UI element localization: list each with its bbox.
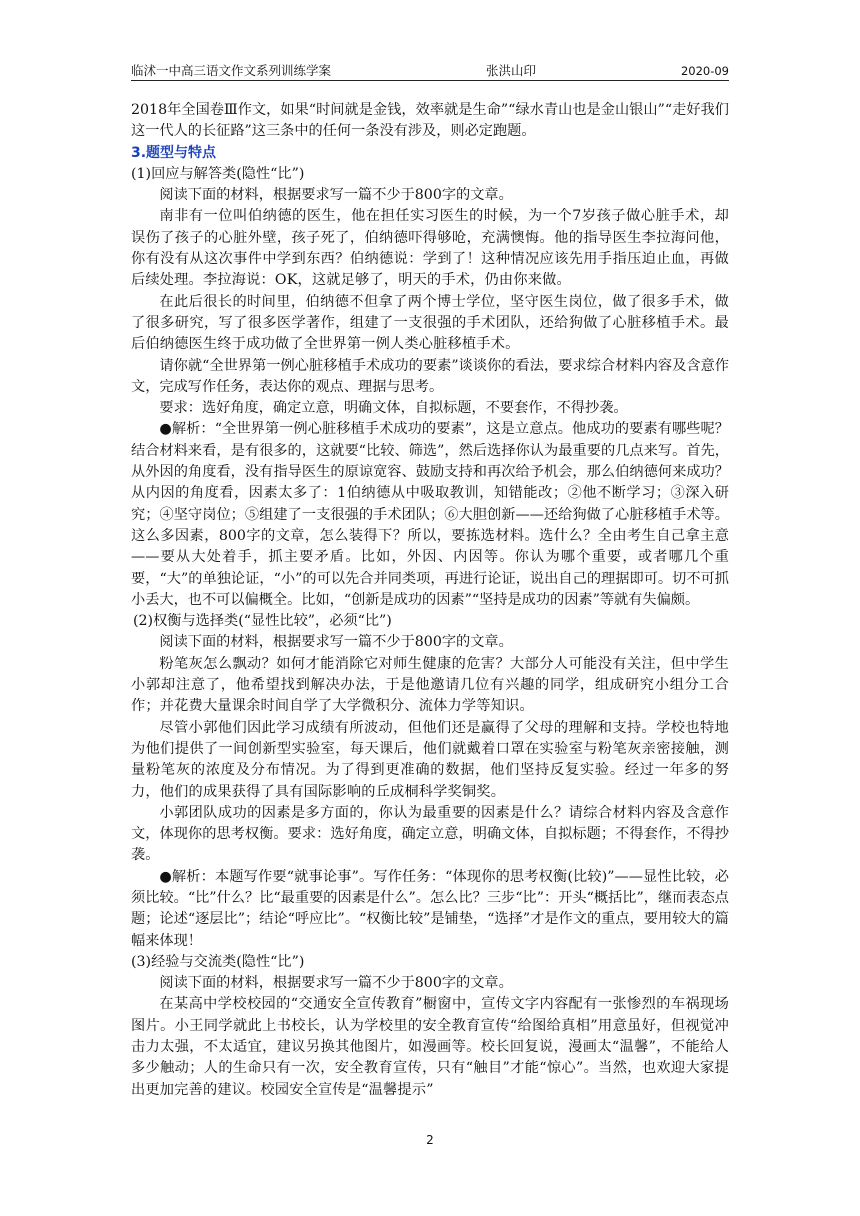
header-date: 2020-09 <box>680 64 729 78</box>
paragraph: 在此后很长的时间里，伯纳德不但拿了两个博士学位，坚守医生岗位，做了很多手术，做了很多研究，写了很多医学著作，组建了一支很强的手术团队，还给狗做了心脏移植手术。最后伯纳德医生终于成功做了全世界第一例人类心脏移植手术。 <box>131 293 729 353</box>
paragraph: 南非有一位叫伯纳德的医生，他在担任实习医生的时候，为一个7岁孩子做心脏手术，却误伤了孩子的心脏外壁，孩子死了，伯纳德吓得够呛，充满懊悔。他的指导医生李拉海问他，你有没有从这次事件中学到东西？伯纳德说：学到了！这种情况应该先用手指压迫止血，再做后续处理。李拉海说：OK，这就足够了，明天的手术，仍由你来做。 <box>131 208 729 289</box>
page-number: 2 <box>426 1133 434 1147</box>
paragraph: 请你就“全世界第一例心脏移植手术成功的要素”谈谈你的看法，要求综合材料内容及含意作文，完成写作任务，表达你的观点、理据与思考。 <box>131 357 729 395</box>
section-heading: 3.题型与特点 <box>131 144 217 161</box>
document-body <box>131 100 729 1101</box>
paragraph: 阅读下面的材料，根据要求写一篇不少于800字的文章。 <box>159 634 513 651</box>
paragraph: 尽管小郭他们因此学习成绩有所波动，但他们还是赢得了父母的理解和支持。学校也特地为他们提供了一间创新型实验室，每天课后，他们就戴着口罩在实验室与粉笔灰亲密接触，测量粉笔灰的浓度及分布情况。为了得到更准确的数据，他们坚持反复实验。经过一年多的努力，他们的成果获得了具有国际影响的丘成桐科学奖铜奖。 <box>131 719 729 800</box>
paragraph: 要求：选好角度，确定立意，明确文体，自拟标题，不要套作，不得抄袭。 <box>159 400 628 417</box>
subsection-title-2: (2)权衡与选择类(“显性比较”，必须“比”) <box>133 613 392 630</box>
subsection-title-3: (3)经验与交流类(隐性“比”) <box>131 953 305 970</box>
paragraph-intro: 2018年全国卷Ⅲ作文，如果“时间就是金钱，效率就是生命”“绿水青山也是金山银山”“走好我们这一代人的长征路”这三条中的任何一条没有涉及，则必定跑题。 <box>131 102 729 140</box>
analysis-paragraph: ●解析：“全世界第一例心脏移植手术成功的要素”，这是立意点。他成功的要素有哪些呢？结合材料来看，是有很多的，这就要“比较、筛选”，然后选择你认为最重要的几点来写。首先，从外因的角度看，没有指导医生的原谅宽容、鼓励支持和再次给予机会，那么伯纳德何来成功？从内因的角度看，因素太多了：1伯纳德从中吸取教训，知错能改；②他不断学习；③深入研究；④坚守岗位；⑤组建了一支很强的手术团队；⑥大胆创新——还给狗做了心脏移植手术等。这么多因素，800字的文章，怎么装得下？所以，要拣选材料。选什么？全由考生自己拿主意——要从大处着手，抓主要矛盾。比如，外因、内因等。你认为哪个重要，或者哪几个重要，“大”的单独论证，“小”的可以先合并同类项，再进行论证，说出自己的理据即可。切不可抓小丢大，也不可以偏概全。比如，“创新是成功的因素”“坚持是成功的因素”等就有失偏颇。 <box>131 421 729 608</box>
page-header <box>131 62 729 81</box>
paragraph: 阅读下面的材料，根据要求写一篇不少于800字的文章。 <box>159 187 513 204</box>
paragraph: 粉笔灰怎么飘动？如何才能消除它对师生健康的危害？大部分人可能没有关注，但中学生小郭却注意了，他希望找到解决办法，于是他邀请几位有兴趣的同学，组成研究小组分工合作；并花费大量课余时间自学了大学微积分、流体力学等知识。 <box>131 655 729 715</box>
header-author: 张洪山印 <box>486 63 537 78</box>
subsection-title-1: (1)回应与解答类(隐性“比”) <box>131 165 305 182</box>
paragraph: 小郭团队成功的因素是多方面的，你认为最重要的因素是什么？请综合材料内容及含意作文，体现你的思考权衡。要求：选好角度，确定立意，明确文体，自拟标题；不得套作，不得抄袭。 <box>131 804 729 864</box>
header-school-title: 临沭一中高三语文作文系列训练学案 <box>131 63 332 78</box>
paragraph: 阅读下面的材料，根据要求写一篇不少于800字的文章。 <box>159 975 513 992</box>
analysis-paragraph: ●解析：本题写作要“就事论事”。写作任务：“体现你的思考权衡(比较)”——显性比较，必须比较。“比”什么？比“最重要的因素是什么”。怎么比？三步“比”：开头“概括比”，继而表态点题；论述“逐层比”；结论“呼应比”。“权衡比较”是铺垫，“选择”才是作文的重点，要用较大的篇幅来体现！ <box>131 868 729 949</box>
paragraph: 在某高中学校校园的“交通安全宣传教育”橱窗中，宣传文字内容配有一张惨烈的车祸现场图片。小王同学就此上书校长，认为学校里的安全教育宣传“给图给真相”用意虽好，但视觉冲击力太强，不太适宜，建议另换其他图片，如漫画等。校长回复说，漫画太“温馨”，不能给人多少触动；人的生命只有一次，安全教育宣传，只有“触目”才能“惊心”。当然，也欢迎大家提出更加完善的建议。校园安全宣传是“温馨提示” <box>131 996 729 1098</box>
